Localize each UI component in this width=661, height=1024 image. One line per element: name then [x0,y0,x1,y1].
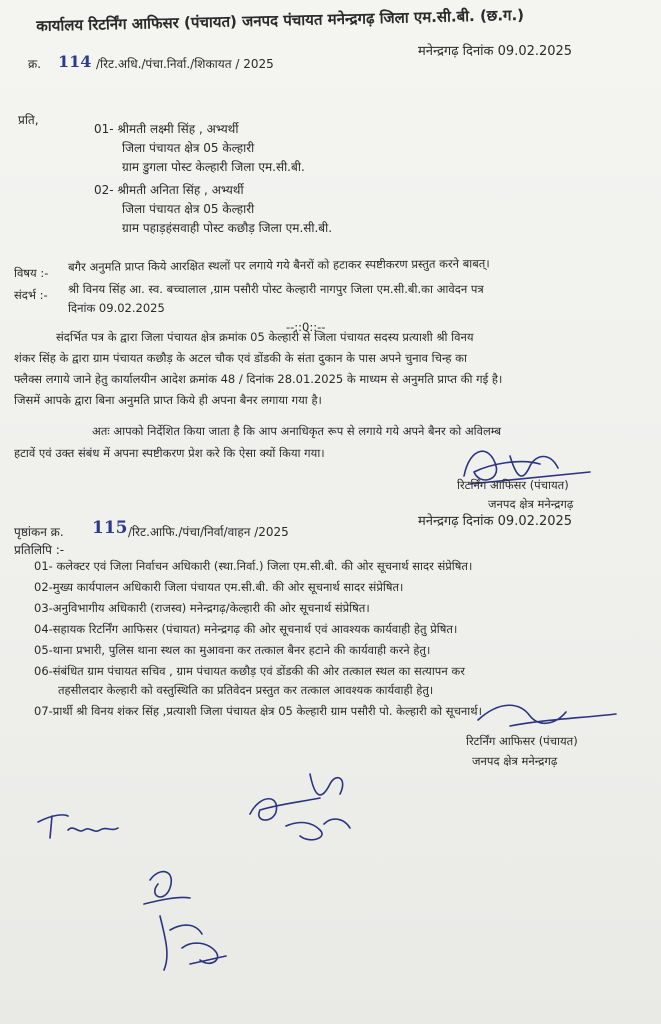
officer-signature-2 [470,690,620,740]
body-para1-line3: फ्लैक्स लगाये जाने हेतु कार्यालयीन आदेश क्रमांक 48 / दिनांक 28.01.2025 के माध्यम से अनुमति प्राप्त की गई है। [14,372,503,386]
copy-item-4: 04-सहायक रिटर्निंग आफिसर (पंचायत) मनेन्द्रगढ़ की ओर सूचनार्थ एवं आवश्यक कार्यवाही हेतु प्रेषित। [34,622,458,636]
recipient-1-line1: 01- श्रीमती लक्ष्मी सिंह , अभ्यर्थी [94,122,239,136]
body-para1-line4: जिसमें आपके द्वारा बिना अनुमति प्राप्त किये ही अपना बैनर लगाया गया है। [14,393,322,407]
copy-item-6-cont: तहसीलदार केल्हारी को वस्तुस्थिति का प्रतिवेदन प्रस्तुत कर तत्काल आवश्यक कार्यवाही हेतु। [58,683,434,697]
copy-item-7: 07-प्रार्थी श्री विनय शंकर सिंह ,प्रत्याशी जिला पंचायत क्षेत्र 05 केल्हारी ग्राम पसौरी पो. केल्हारी को सूचनार्थ। [34,704,482,718]
reference-line2: दिनांक 09.02.2025 [68,301,165,315]
copy-item-5: 05-थाना प्रभारी, पुलिस थाना स्थल का मुआवना कर तत्काल बैनर हटाने की कार्यवाही करने हेतु। [34,643,431,657]
body-para1-line2: शंकर सिंह के द्वारा ग्राम पंचायत कछौड़ के अटल चौक एवं डोंडकी के संता दुकान के पास अपने चुनाव चिन्ह का [14,351,467,365]
subject-text: बगैर अनुमति प्राप्त किये आरक्षित स्थलों पर लगाये गये बैनरों को हटाकर स्पष्टीकरण प्रस्तुत करने बाबत्। [68,256,490,274]
copy-item-2: 02-मुख्य कार्यपालन अधिकारी जिला पंचायत एम.सी.बी. की ओर सूचनार्थ सादर संप्रेषित। [34,580,404,594]
reference-label: संदर्भ :- [14,288,48,302]
endorsement-number-handwritten: 115 [92,518,128,538]
copy-item-3: 03-अनुविभागीय अधिकारी (राजस्व) मनेन्द्रगढ़/केल्हारी की ओर सूचनार्थ संप्रेषित। [34,601,370,615]
office-header: कार्यालय रिटर्निंग आफिसर (पंचायत) जनपद पंचायत मनेन्द्रगढ़ जिला एम.सी.बी. (छ.ग.) [36,5,525,35]
signature1-office: जनपद क्षेत्र मनेन्द्रगढ़ [488,497,574,511]
reference-line1: श्री विनय सिंह आ. स्व. बच्चालाल ,ग्राम पसौरी पोस्ट केल्हारी नागपुर जिला एम.सी.बी.का आवेदन पत्र [68,282,484,296]
header-date: मनेन्द्रगढ़ दिनांक 09.02.2025 [418,44,573,59]
recipient-1-line2: जिला पंचायत क्षेत्र 05 केल्हारी [122,141,255,155]
handwritten-initial-1 [34,804,124,844]
copy-label: प्रतिलिपि :- [14,543,65,557]
ref-text: /रिट.अधि./पंचा.निर्वा./शिकायत / 2025 [96,57,274,71]
copy-item-6: 06-संबंधित ग्राम पंचायत सचिव , ग्राम पंचायत कछौड़ एवं डोंडकी की ओर तत्काल स्थल का सत्यापन कर [34,664,465,678]
endorsement-text: /रिट.आफि./पंचा/निर्वा/वाहन /2025 [128,525,289,539]
signature2-office: जनपद क्षेत्र मनेन्द्रगढ़ [472,754,558,768]
endorsement-date: मनेन्द्रगढ़ दिनांक 09.02.2025 [418,514,573,529]
recipient-2-line2: जिला पंचायत क्षेत्र 05 केल्हारी [122,202,255,216]
signature2-designation: रिटर्निंग आफिसर (पंचायत) [466,734,578,748]
body-para1-line1: संदर्भित पत्र के द्वारा जिला पंचायत क्षेत्र क्रमांक 05 केल्हारी से जिला पंचायत सदस्य प्रत्याशी श्री विनय [56,330,474,344]
copy-item-1: 01- कलेक्टर एवं जिला निर्वाचन अधिकारी (स्था.निर्वा.) जिला एम.सी.बी. की ओर सूचनार्थ सादर संप्रेषित। [34,559,473,573]
separator: --::0::-- [286,320,326,334]
ref-prefix: क्र. [28,57,42,71]
handwritten-initial-2 [240,764,360,854]
to-label: प्रति, [18,113,39,127]
recipient-2-line3: ग्राम पहाड़हंसवाही पोस्ट कछौड़ जिला एम.सी.बी. [122,221,333,235]
signature1-designation: रिटर्निंग आफिसर (पंचायत) [457,478,569,492]
handwritten-initial-3 [130,860,240,980]
ref-number-handwritten: 114 [58,52,92,71]
subject-label: विषय :- [14,266,49,280]
endorsement-prefix: पृष्ठांकन क्र. [14,525,64,539]
recipient-2-line1: 02- श्रीमती अनिता सिंह , अभ्यर्थी [94,183,244,197]
recipient-1-line3: ग्राम डुगला पोस्ट केल्हारी जिला एम.सी.बी. [122,160,305,174]
body-para2-line1: अतः आपको निर्देशित किया जाता है कि आप अनाधिकृत रूप से लगाये गये अपने बैनर को अविलम्ब [92,424,502,438]
body-para2-line2: हटावें एवं उक्त संबंध में अपना स्पष्टीकरण प्रेश करे कि ऐसा क्यों किया गया। [14,446,325,460]
